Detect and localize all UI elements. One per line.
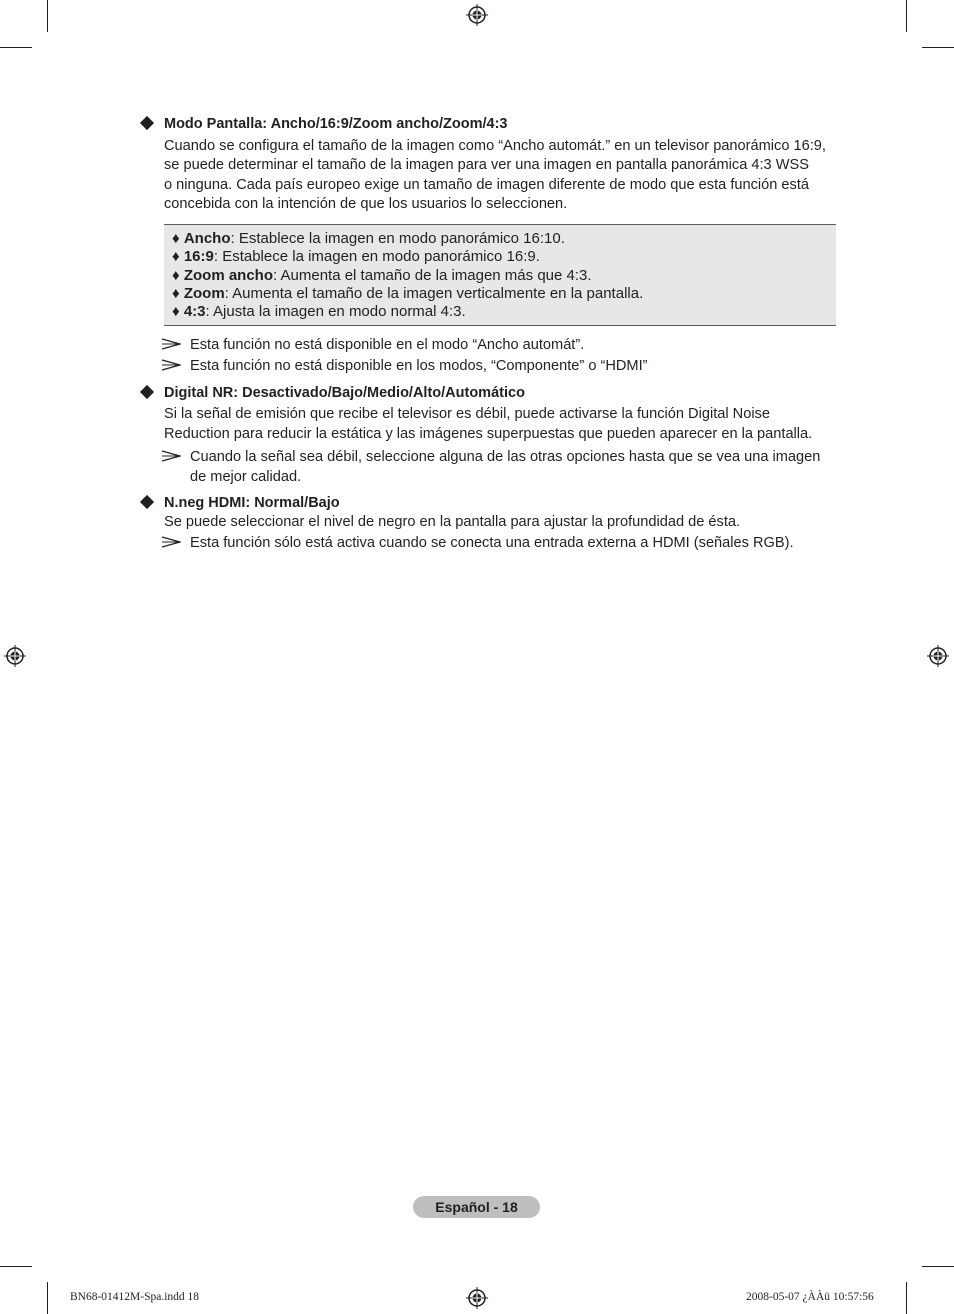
diamond-bullet-icon — [140, 385, 154, 399]
box-item — [172, 248, 540, 266]
footer-timestamp: 2008-05-07 ¿ÀÀü 10:57:56 — [746, 1291, 874, 1303]
crop-mark — [906, 1282, 907, 1314]
section-title: Modo Pantalla: Ancho/16:9/Zoom ancho/Zoom/4:3 — [164, 116, 508, 132]
box-item-desc: : Aumenta el tamaño de la imagen verticalmente en la pantalla. — [224, 285, 644, 302]
box-item-term: Ancho — [183, 230, 231, 247]
crop-mark — [0, 1266, 32, 1267]
box-item-term: 16:9 — [183, 248, 214, 265]
note-arrow-icon — [161, 450, 181, 462]
box-item-desc: : Aumenta el tamaño de la imagen más que 4:3. — [273, 267, 592, 284]
info-box — [164, 224, 836, 326]
crop-mark — [47, 0, 48, 32]
diamond-bullet-icon — [140, 495, 154, 509]
note-text: Esta función no está disponible en los modos, “Componente” o “HDMI” — [190, 358, 648, 374]
crop-mark — [47, 1282, 48, 1314]
box-item-desc: : Establece la imagen en modo panorámico 16:10. — [230, 230, 565, 247]
paragraph-line: se puede determinar el tamaño de la imagen para ver una imagen en pantalla panorámica 4:3 WSS — [164, 157, 809, 173]
crop-mark — [0, 47, 32, 48]
small-diamond-icon: ♦ — [172, 230, 184, 247]
box-item — [172, 285, 643, 303]
section-title: Digital NR: Desactivado/Bajo/Medio/Alto/Automático — [164, 385, 525, 401]
registration-mark-icon — [466, 1287, 488, 1309]
box-item-term: Zoom ancho — [183, 267, 273, 284]
box-item-term: Zoom — [183, 285, 225, 302]
box-item-desc: : Ajusta la imagen en modo normal 4:3. — [205, 303, 466, 320]
small-diamond-icon: ♦ — [172, 303, 184, 320]
diamond-bullet-icon — [140, 116, 154, 130]
box-item-desc: : Establece la imagen en modo panorámico 16:9. — [213, 248, 540, 265]
note-text: de mejor calidad. — [190, 469, 302, 485]
note-text: Cuando la señal sea débil, seleccione alguna de las otras opciones hasta que se vea una imagen — [190, 449, 821, 465]
box-item-term: 4:3 — [183, 303, 206, 320]
paragraph-line: Reduction para reducir la estática y las imágenes superpuestas que pueden aparecer en la pantalla. — [164, 426, 813, 442]
page-number-badge: Español - 18 — [413, 1196, 540, 1218]
note-text: Esta función no está disponible en el modo “Ancho automát”. — [190, 337, 585, 353]
registration-mark-icon — [466, 4, 488, 26]
note-arrow-icon — [161, 536, 181, 548]
note-arrow-icon — [161, 338, 181, 350]
registration-mark-icon — [927, 645, 949, 667]
crop-mark — [906, 0, 907, 32]
box-item — [172, 267, 592, 285]
small-diamond-icon: ♦ — [172, 267, 184, 284]
registration-mark-icon — [4, 645, 26, 667]
paragraph-line: Se puede seleccionar el nivel de negro en la pantalla para ajustar la profundidad de ésta. — [164, 514, 741, 530]
section-title: N.neg HDMI: Normal/Bajo — [164, 495, 340, 511]
crop-mark — [922, 1266, 954, 1267]
crop-mark — [922, 47, 954, 48]
box-item — [172, 303, 466, 321]
small-diamond-icon: ♦ — [172, 285, 184, 302]
small-diamond-icon: ♦ — [172, 248, 184, 265]
note-arrow-icon — [161, 359, 181, 371]
note-text: Esta función sólo está activa cuando se conecta una entrada externa a HDMI (señales RGB). — [190, 535, 794, 551]
paragraph-line: Si la señal de emisión que recibe el televisor es débil, puede activarse la función Digital Noise — [164, 406, 770, 422]
box-item — [172, 230, 565, 248]
paragraph-line: concebida con la intención de que los usuarios lo seleccionen. — [164, 196, 568, 212]
footer-file-info: BN68-01412M-Spa.indd 18 — [70, 1291, 200, 1303]
paragraph-line: o ninguna. Cada país europeo exige un tamaño de imagen diferente de modo que esta función está — [164, 177, 810, 193]
paragraph-line: Cuando se configura el tamaño de la imagen como “Ancho automát.” en un televisor panorámico 16:9, — [164, 138, 826, 154]
